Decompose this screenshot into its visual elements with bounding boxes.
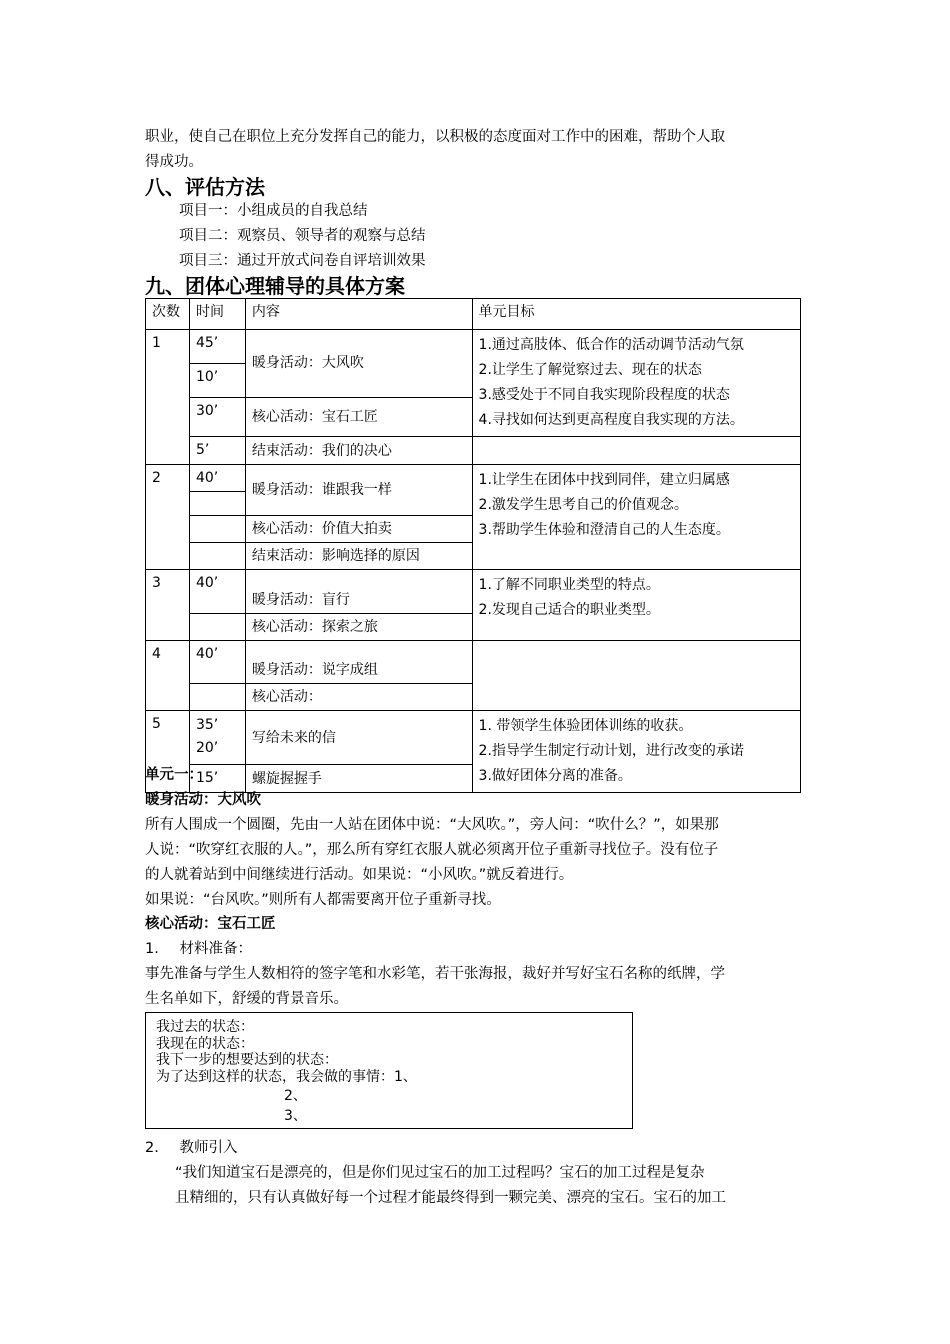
header-goal: 单元目标 [472,299,800,330]
goal-cell [472,711,800,793]
goal-cell-empty [472,641,800,711]
section8-heading: 八、评估方法 [145,175,265,199]
content-cell: 螺旋握握手 [245,765,472,793]
core-title: 核心活动：宝石工匠 [145,916,276,932]
content-cell: 暖身活动：大风吹 [245,330,472,398]
content-cell: 核心活动：价值大拍卖 [245,516,472,543]
intro-line-2: 得成功。 [145,154,203,170]
time-cell-empty [189,614,245,641]
eval-item-3: 项目三：通过开放式问卷自评培训效果 [179,253,426,269]
quote-line-2: 且精细的，只有认真做好每一个过程才能最终得到一颗完美、漂亮的宝石。宝石的加工 [175,1190,726,1206]
intro-line-1: 职业，使自己在职位上充分发挥自己的能力，以积极的态度面对工作中的困难，帮助个人取 [145,129,725,145]
header-time: 时间 [189,299,245,330]
table-row [146,465,801,492]
warmup-title: 暖身活动：大风吹 [145,792,261,808]
time-cell-empty [189,684,245,711]
form-line: 我下一步的想要达到的状态： [156,1052,338,1068]
goal-line: 3.做好团体分离的准备。 [478,768,632,784]
time-line: 20’ [195,740,219,756]
form-line: 我现在的状态： [156,1035,254,1052]
time-cell: 40’ [189,570,245,614]
step-1 [145,937,252,962]
step-2-number: 2. [145,1140,159,1156]
warmup-line-1: 所有人围成一个圆圈，先由一人站在团体中说：“大风吹。”，旁人问：“吹什么？”，如果那 [145,817,719,833]
time-cell: 10’ [189,364,245,397]
content-cell: 写给未来的信 [245,711,472,765]
goal-cell [472,570,800,641]
time-cell: 5’ [189,437,245,465]
content-cell: 暖身活动：谁跟我一样 [245,465,472,516]
goal-line: 1.了解不同职业类型的特点。 [478,577,660,593]
time-cell: 45’ [189,330,245,364]
session-number: 3 [146,570,190,641]
eval-item-2: 项目二：观察员、领导者的观察与总结 [179,228,426,244]
unit1-heading: 单元一： [145,767,203,783]
goal-line: 1.通过高肢体、低合作的活动调节活动气氛 [478,337,744,353]
step-2-label: 教师引入 [179,1140,238,1156]
goal-line: 3.感受处于不同自我实现阶段程度的状态 [478,387,730,403]
warmup-line-2: 人说：“吹穿红衣服的人。”，那么所有穿红衣服人就必须离开位子重新寻找位子。没有位子 [145,842,719,858]
step-1-label: 材料准备： [179,941,252,957]
goal-cell [472,330,800,437]
eval-item-1: 项目一：小组成员的自我总结 [179,203,368,219]
time-cell-empty [189,516,245,543]
goal-cell-empty [472,437,800,465]
goal-cell [472,465,800,570]
goal-line: 2.让学生了解觉察过去、现在的状态 [478,362,702,378]
goal-line: 2.激发学生思考自己的价值观念。 [478,497,688,513]
time-cell [189,711,245,765]
warmup-line-3: 的人就着站到中间继续进行活动。如果说：“小风吹。”就反着进行。 [145,867,574,883]
form-line: 为了达到这样的状态，我会做的事情：1、 [156,1068,417,1085]
time-cell: 15’ [189,765,245,793]
goal-line: 2.发现自己适合的职业类型。 [478,602,660,618]
content-cell: 暖身活动：说字成组 [245,641,472,684]
table-row [146,711,801,765]
session-number: 4 [146,641,190,711]
content-cell: 暖身活动：盲行 [245,570,472,614]
time-cell-empty [189,492,245,516]
time-cell: 40’ [189,465,245,492]
table-row [146,641,801,684]
session-number: 1 [146,330,190,465]
form-line: 我过去的状态： [156,1019,254,1035]
form-line: 3、 [284,1107,307,1124]
header-content: 内容 [245,299,472,330]
goal-line: 1.让学生在团体中找到同伴，建立归属感 [478,472,730,488]
content-cell: 结束活动：影响选择的原因 [245,543,472,570]
step-1-number: 1. [145,941,159,957]
goal-line: 2.指导学生制定行动计划，进行改变的承诺 [478,743,744,759]
session-number: 2 [146,465,190,570]
table-row [146,570,801,614]
content-cell: 核心活动： [245,684,472,711]
goal-line: 3.帮助学生体验和澄清自己的人生态度。 [478,522,730,538]
content-cell: 结束活动：我们的决心 [245,437,472,465]
time-line: 35’ [195,717,219,733]
form-line: 2、 [284,1088,307,1104]
quote-line-1: “我们知道宝石是漂亮的，但是你们见过宝石的加工过程吗？宝石的加工过程是复杂 [175,1165,705,1181]
warmup-line-4: 如果说：“台风吹。”则所有人都需要离开位子重新寻找。 [145,892,501,908]
goal-line: 4.寻找如何达到更高程度自我实现的方法。 [478,412,744,428]
time-cell: 40’ [189,641,245,684]
session-number: 5 [146,711,190,793]
reflection-form-box [145,1012,633,1129]
time-cell-empty [189,543,245,570]
content-cell: 核心活动：宝石工匠 [245,397,472,436]
table-row [146,437,801,465]
materials-line-1: 事先准备与学生人数相符的签字笔和水彩笔，若干张海报，裁好并写好宝石名称的纸牌，学 [145,966,725,982]
table-row [146,330,801,364]
step-2 [145,1136,237,1161]
section9-heading: 九、团体心理辅导的具体方案 [145,274,405,298]
goal-line: 1. 带领学生体验团体训练的收获。 [478,718,693,734]
plan-table [145,298,801,793]
materials-line-2: 生名单如下，舒缓的背景音乐。 [145,991,348,1007]
table-header-row [146,299,801,330]
header-count: 次数 [146,299,190,330]
content-cell: 核心活动：探索之旅 [245,614,472,641]
time-cell: 30’ [189,397,245,436]
